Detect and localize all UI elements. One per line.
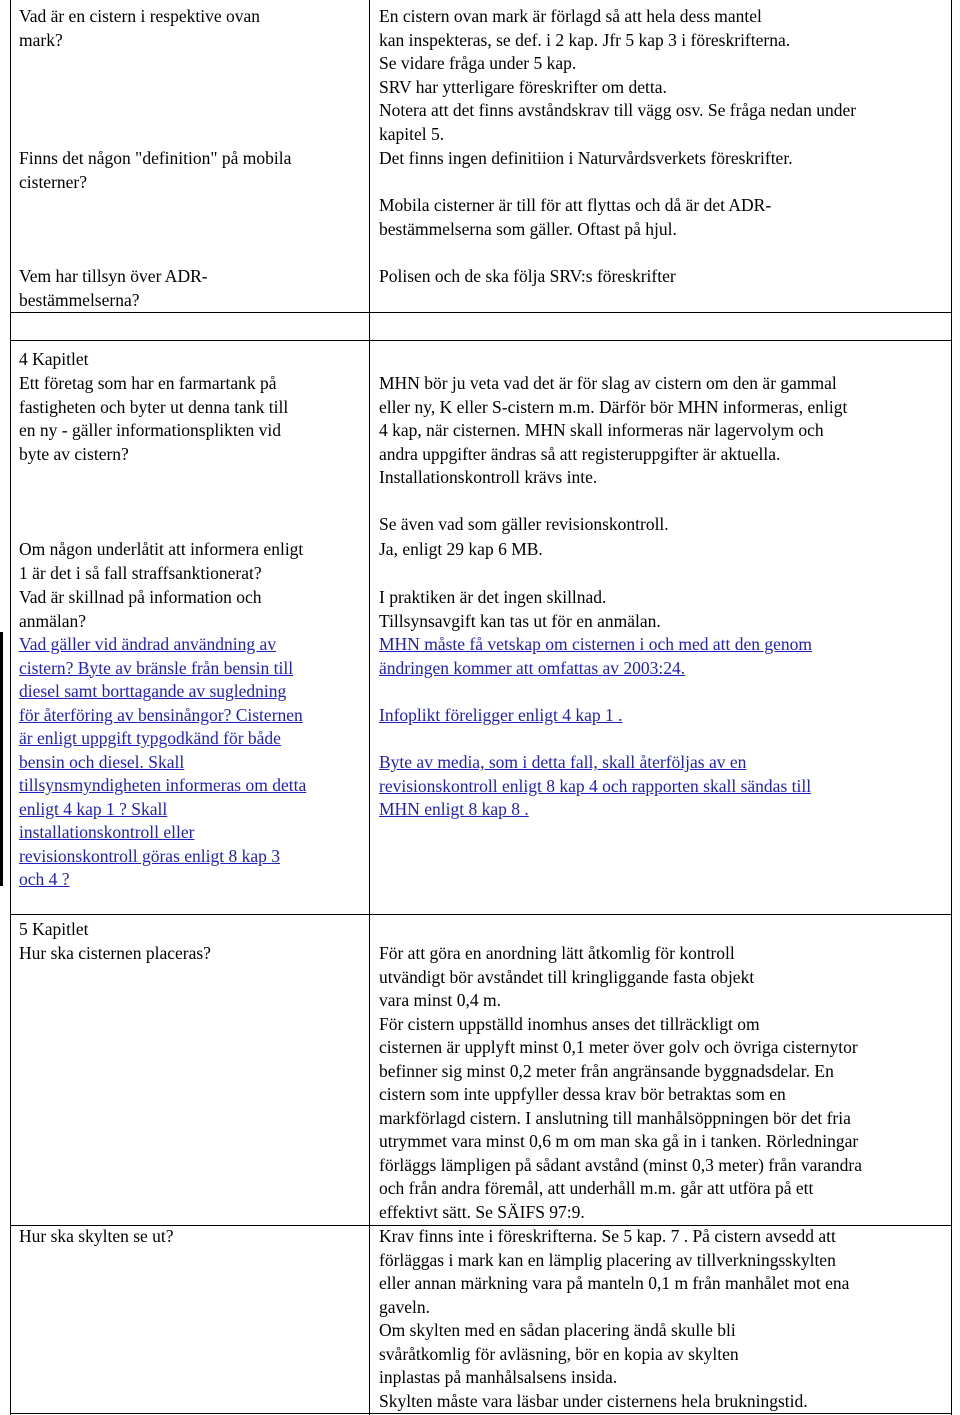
row-divider xyxy=(10,340,952,341)
question-information-anmalan: Vad är skillnad på information och anmälan? xyxy=(19,587,262,631)
answer-byte-av-media-link[interactable]: Byte av media, som i detta fall, skall återföljas av en revisionskontroll enligt 8 kap 4 och rapporten skall sändas till MHN enligt 8 kap 8 . xyxy=(379,752,812,819)
answer-farmartank: MHN bör ju veta vad det är för slag av cistern om den är gammal eller ny, K eller S-cistern m.m. Därför bör MHN informeras, enligt 4 kap, när cisternen. MHN skall informeras när lagervolym och andra uppgifter ändras så att registeruppgifter är aktuella. Installationskontroll krävs inte. xyxy=(379,373,848,487)
question-definition-mobila-cisterner: Finns det någon "definition" på mobila cisterner? xyxy=(19,148,292,192)
table-column-divider xyxy=(369,0,370,1415)
table-border-left xyxy=(10,0,11,1415)
answer-skylten: Krav finns inte i föreskrifterna. Se 5 kap. 7 . På cistern avsedd att förläggas i mark kan en lämplig placering av tillverkningsskylten eller annan märkning vara på manteln 0,1 m från manhålet mot ena gaveln. Om skylten med en sådan placering ändå skulle bli svåråtkomlig för avläsning, bör en kopia av skylten inplastas på manhålsalsens insida. Skylten måste vara läsbar under cisternens hela brukningstid. xyxy=(379,1226,850,1411)
question-placering: Hur ska cisternen placeras? xyxy=(19,943,211,963)
row-divider xyxy=(10,914,952,915)
answer-infoplikt-link[interactable]: Infoplikt föreligger enligt 4 kap 1 . xyxy=(379,705,623,725)
question-farmartank: Ett företag som har en farmartank på fastigheten och byter ut denna tank till en ny - gäller informationsplikten vid byte av cistern? xyxy=(19,373,289,464)
chapter-heading-4: 4 Kapitlet xyxy=(19,349,89,369)
answer-placering: För att göra en anordning lätt åtkomlig för kontroll utvändigt bör avståndet till kringliggande fasta objekt vara minst 0,4 m. För cistern uppställd inomhus anses det tillräckligt om cisternen är upplyft minst 0,1 meter över golv och övriga cisternytor befinner sig minst 0,2 meter från angränsande byggnadsdelar. En cistern som inte uppfyller dessa krav bör betraktas som en markförlagd cistern. I anslutning till manhålsöppningen bör det fria utrymmet vara minst 0,6 m om man ska gå in i tanken. Rörledningar förläggs lämpligen på sådant avstånd (minst 0,3 meter) från varandra och från andra föremål, att underhåll m.m. går att utföra på ett effektivt sätt. Se SÄIFS 97:9. xyxy=(379,943,863,1222)
answer-tillsyn-adr: Polisen och de ska följa SRV:s föreskrifter xyxy=(379,266,676,286)
answer-mobila-cisterner: Mobila cisterner är till för att flyttas och då är det ADR- bestämmelserna som gäller. Oftast på hjul. xyxy=(379,195,772,239)
answer-revisionskontroll-note: Se även vad som gäller revisionskontroll. xyxy=(379,514,669,534)
table-border-bottom xyxy=(10,1413,952,1414)
chapter-heading-5: 5 Kapitlet xyxy=(19,919,89,939)
answer-straffsanktion: Ja, enligt 29 kap 6 MB. xyxy=(379,539,543,559)
question-cistern-ovan-mark: Vad är en cistern i respektive ovan mark? xyxy=(19,6,261,50)
question-straffsanktion: Om någon underlåtit att informera enligt 1 är det i så fall straffsanktionerat? xyxy=(19,539,304,583)
revision-change-bar xyxy=(0,632,3,886)
row-divider xyxy=(10,312,952,313)
answer-mhn-vetskap-link[interactable]: MHN måste få vetskap om cisternen i och med att den genom ändringen kommer att omfattas av 2003:24. xyxy=(379,634,813,678)
answer-information-anmalan: I praktiken är det ingen skillnad. Tillsynsavgift kan tas ut för en anmälan. xyxy=(379,587,661,631)
question-tillsyn-adr: Vem har tillsyn över ADR- bestämmelserna? xyxy=(19,266,208,310)
question-andrad-anvandning-link[interactable]: Vad gäller vid ändrad användning av cistern? Byte av bränsle från bensin till diesel samt borttagande av sugledning för återföring av bensinångor? Cisternen är enligt uppgift typgodkänd för både bensin och diesel. Skall tillsynsmyndigheten informeras om detta enligt 4 kap 1 ? Skall installationskontroll eller revisionskontroll göras enligt 8 kap 3 och 4 ? xyxy=(19,634,307,889)
answer-cistern-ovan-mark: En cistern ovan mark är förlagd så att hela dess mantel kan inspekteras, se def. i 2 kap. Jfr 5 kap 3 i föreskrifterna. Se vidare fråga under 5 kap. SRV har ytterligare föreskrifter om detta. Notera att det finns avståndskrav till vägg osv. Se fråga nedan under kapitel 5. xyxy=(379,6,857,144)
table-border-right xyxy=(951,0,952,1415)
question-skylten: Hur ska skylten se ut? xyxy=(19,1226,174,1246)
answer-definition: Det finns ingen definitiion i Naturvårdsverkets föreskrifter. xyxy=(379,148,793,168)
